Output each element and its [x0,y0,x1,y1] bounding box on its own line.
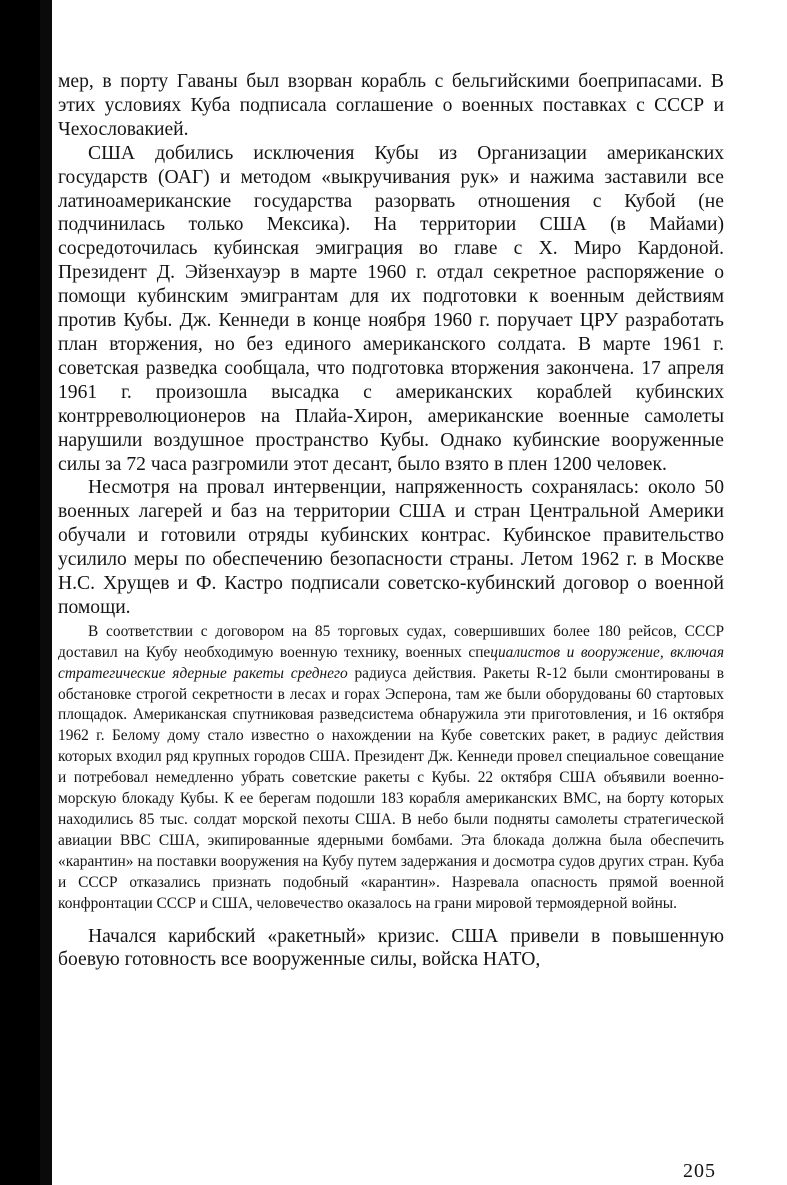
small-print-text-2: радиуса действия. Ракеты R-12 были смонтированы в обстановке строгой секретности в лесах и горах Эсперона, там же были оборудованы 60 стартовых площадок. Американская спутниковая разведсистема обнаружила эти приготовления, и 16 октября 1962 г. Белому дому стало известно о нахождении на Кубе советских ракет, в радиус действия которых входил ряд крупных городов США. Президент Дж. Кеннеди провел специальное совещание и потребовал немедленно убрать советские ракеты с Кубы. 22 октября США объявили военно-морскую блокаду Кубы. К ее берегам подошли 183 корабля американских ВМС, на борту которых находились 85 тыс. солдат морской пехоты США. В небо были подняты самолеты стратегической авиации ВВС США, экипированные ядерными бомбами. Эта блокада должна была обеспечить «карантин» на поставки вооружения на Кубу путем задержания и досмотра судов других стран. Куба и СССР отказались признать подобный «карантин». Назревала опасность прямой военной конфронтации СССР и США, человечество оказалось на грани мировой термоядерной войны. [58,664,724,912]
paragraph-crisis-start: Начался карибский «ракетный» кризис. США привели в повышенную боевую готовность все вооруженные силы, войска НАТО, [58,925,724,971]
paragraph-oas-exclusion: США добились исключения Кубы из Организации американских государств (ОАГ) и методом «выкручивания рук» и нажима заставили все латиноамериканские государства разорвать отношения с Кубой (не подчинилась только Мексика). На территории США (в Майами) сосредоточилась кубинская эмиграция во главе с Х. Миро Кардоной. Президент Д. Эйзенхауэр в марте 1960 г. отдал секретное распоряжение о помощи кубинским эмигрантам для их подготовки к военным действиям против Кубы. Дж. Кеннеди в конце ноября 1960 г. поручает ЦРУ разработать план вторжения, но без единого американского солдата. В марте 1961 г. советская разведка сообщала, что подготовка вторжения закончена. 17 апреля 1961 г. произошла высадка с американских кораблей кубинских контрреволюционеров на Плайа-Хирон, американские военные самолеты нарушили воздушное пространство Кубы. Однако кубинские вооруженные силы за 72 часа разгромили этот десант, было взято в плен 1200 человек. [58,142,724,475]
page-number: 205 [683,1160,716,1182]
paragraph-continuation: мер, в порту Гаваны был взорван корабль с бельгийскими боеприпасами. В этих условиях Куба подписала соглашение о военных поставках с СССР и Чехословакией. [58,71,724,140]
small-print-text-1: В соответствии с договором на 85 торговых судах, совершивших более 180 рейсов, СССР доставил на Кубу необходимую военную технику, военных спе [58,622,724,661]
book-page [58,70,724,972]
paragraph-tension: Несмотря на провал интервенции, напряженность сохранялась: около 50 военных лагерей и баз на территории США и стран Центральной Америки обучали и готовили отряды кубинских контрас. Кубинское правительство усилило меры по обеспечению безопасности страны. Летом 1962 г. в Москве Н.С. Хрущев и Ф. Кастро подписали советско-кубинский договор о военной помощи. [58,477,724,618]
small-print-italic: циалистов и вооружение, включая стратегические ядерные ракеты среднего [58,643,724,682]
small-print-paragraph [58,622,724,915]
scan-shadow [0,0,40,1185]
